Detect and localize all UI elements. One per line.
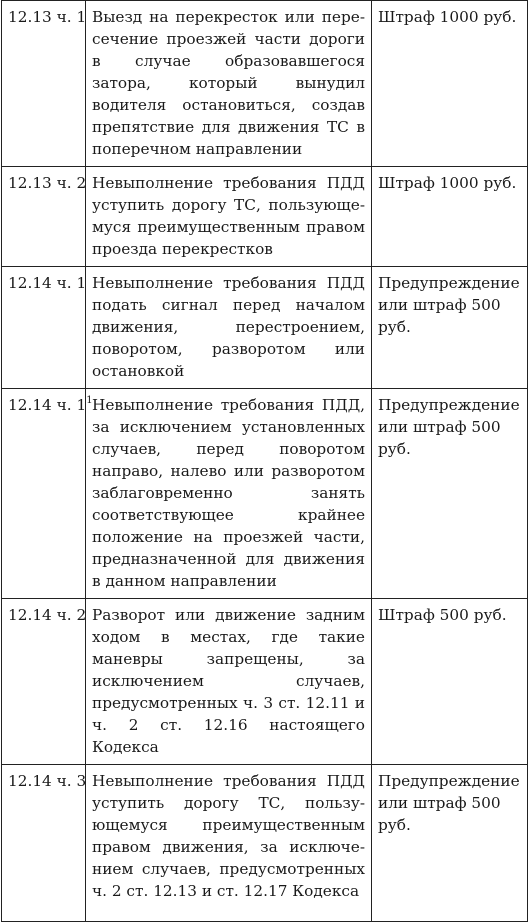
article-number: 12.14 ч. 1 xyxy=(8,396,87,414)
article-cell xyxy=(2,599,86,765)
violation-description: Невыполнение требования ПДД уступить дорогу ТС, пользующемуся преимущественным правом проезда перекрестков xyxy=(86,167,372,267)
article-superscript: 1 xyxy=(86,395,93,406)
penalty-cell: Штраф 500 руб. xyxy=(372,599,528,765)
penalty-cell: Предупреждение или штраф 500 руб. xyxy=(372,389,528,599)
article-number: 12.14 ч. 1 xyxy=(8,274,87,292)
penalty-cell: Штраф 1000 руб. xyxy=(372,167,528,267)
table-row xyxy=(2,167,528,267)
article-number: 12.13 ч. 2 xyxy=(8,174,87,192)
penalty-cell: Предупреждение или штраф 500 руб. xyxy=(372,267,528,389)
violation-description: Невыполнение требования ПДД, за исключением установленных случаев, перед поворотом направо, налево или разворотом заблаговременно занять соответствующее крайнее положение на проезжей части, предназначенной для движения в данном направлении xyxy=(86,389,372,599)
penalty-cell: Штраф 1000 руб. xyxy=(372,1,528,167)
violation-description: Невыполнение требования ПДД уступить дорогу ТС, пользующемуся преимущественным правом движения, за исключением случаев, предусмотренных ч. 2 ст. 12.13 и ст. 12.17 Кодекса xyxy=(86,765,372,922)
violation-description: Выезд на перекресток или пересечение проезжей части дороги в случае образовавшегося затора, который вынудил водителя остановиться, создав препятствие для движения ТС в поперечном направлении xyxy=(86,1,372,167)
table-row xyxy=(2,1,528,167)
violation-description: Невыполнение требования ПДД подать сигнал перед началом движения, перестроением, поворотом, разворотом или остановкой xyxy=(86,267,372,389)
table-row xyxy=(2,267,528,389)
table-row xyxy=(2,389,528,599)
article-number: 12.14 ч. 3 xyxy=(8,772,87,790)
fines-table xyxy=(1,0,528,922)
article-cell xyxy=(2,389,93,599)
violation-description: Разворот или движение задним ходом в местах, где такие маневры запрещены, за исключением случаев, предусмотренных ч. 3 ст. 12.11 и ч. 2 ст. 12.16 настоящего Кодекса xyxy=(86,599,372,765)
article-number: 12.14 ч. 2 xyxy=(8,606,87,624)
penalty-cell: Предупреждение или штраф 500 руб. xyxy=(372,765,528,922)
article-cell xyxy=(2,765,86,922)
article-number: 12.13 ч. 1 xyxy=(8,8,87,26)
table-row xyxy=(2,765,528,922)
article-cell xyxy=(2,267,86,389)
article-cell xyxy=(2,1,86,167)
table-row xyxy=(2,599,528,765)
article-cell xyxy=(2,167,86,267)
